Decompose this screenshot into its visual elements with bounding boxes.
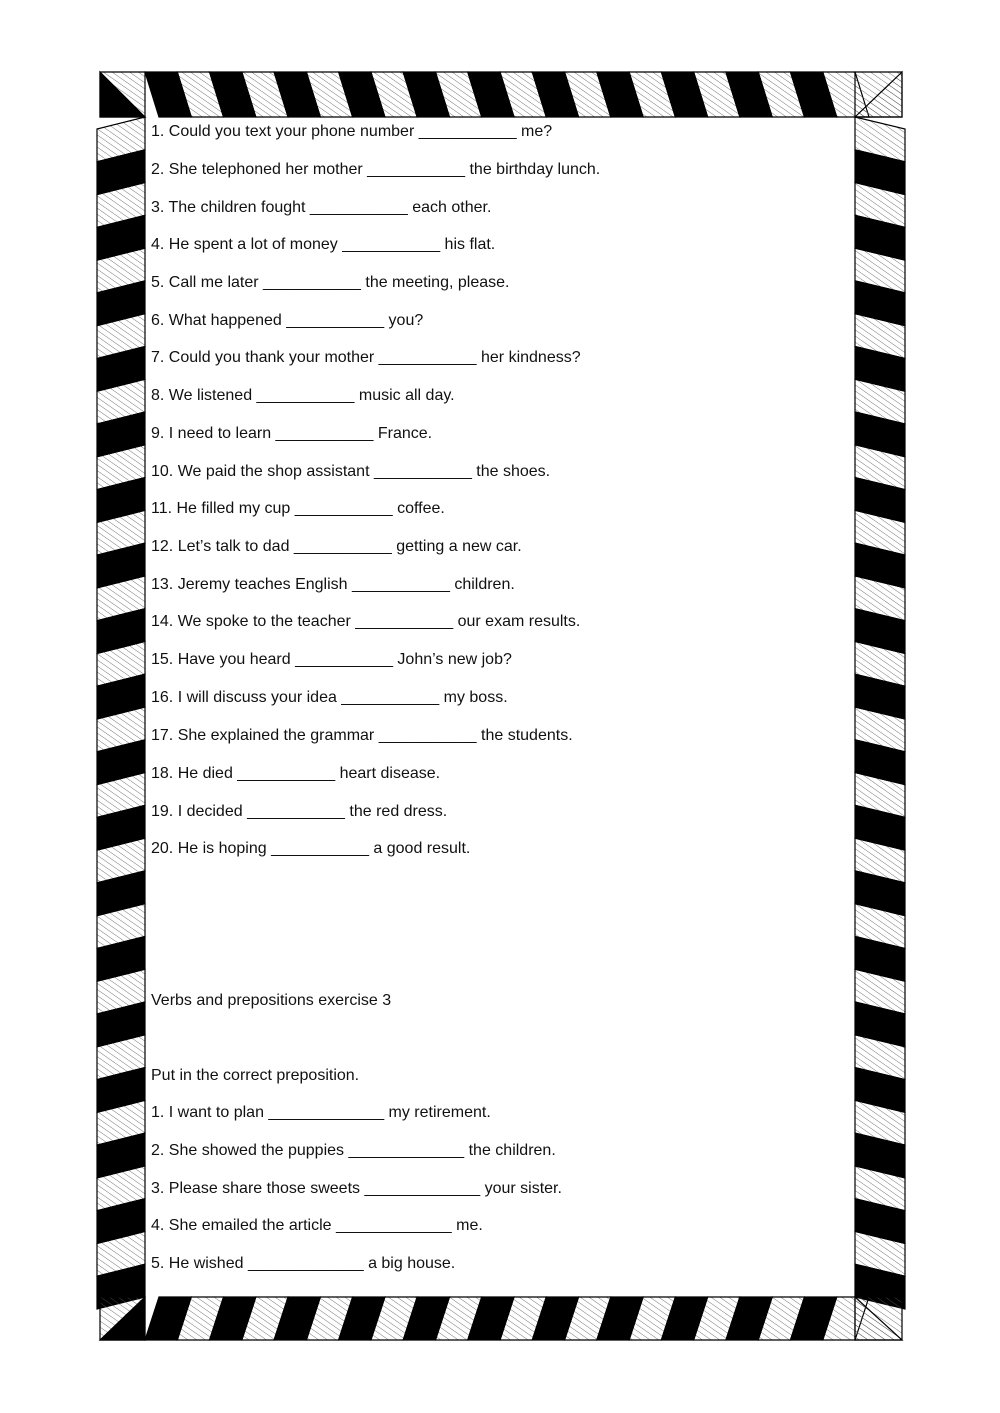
exercise-item: 5. He wished _____________ a big house.	[151, 1255, 456, 1272]
exercise-item: 11. He filled my cup ___________ coffee.	[151, 500, 445, 517]
exercise-item: 19. I decided ___________ the red dress.	[151, 803, 448, 820]
exercise-item: 7. Could you thank your mother ___________ her kindness?	[151, 349, 581, 366]
exercise-3-title: Verbs and prepositions exercise 3	[151, 992, 392, 1009]
exercise-item: 6. What happened ___________ you?	[151, 312, 424, 329]
exercise-item: 1. Could you text your phone number ___________ me?	[151, 123, 553, 140]
exercise-item: 9. I need to learn ___________ France.	[151, 425, 433, 442]
exercise-item: 8. We listened ___________ music all day.	[151, 387, 455, 404]
exercise-item: 10. We paid the shop assistant ___________ the shoes.	[151, 463, 551, 480]
exercise-item: 4. She emailed the article _____________ me.	[151, 1217, 483, 1234]
exercise-item: 12. Let’s talk to dad ___________ getting a new car.	[151, 538, 522, 555]
exercise-item: 16. I will discuss your idea ___________ my boss.	[151, 689, 508, 706]
exercise-item: 4. He spent a lot of money ___________ his flat.	[151, 236, 496, 253]
exercise-item: 20. He is hoping ___________ a good result.	[151, 840, 471, 857]
exercise-item: 14. We spoke to the teacher ___________ our exam results.	[151, 613, 581, 630]
exercise-item: 5. Call me later ___________ the meeting, please.	[151, 274, 510, 291]
exercise-item: 15. Have you heard ___________ John’s new job?	[151, 651, 512, 668]
exercise-item: 18. He died ___________ heart disease.	[151, 765, 441, 782]
exercise-item: 3. Please share those sweets _____________ your sister.	[151, 1180, 562, 1197]
exercise-item: 3. The children fought ___________ each other.	[151, 199, 492, 216]
exercise-item: 1. I want to plan _____________ my retirement.	[151, 1104, 491, 1121]
exercise-item: 2. She showed the puppies _____________ the children.	[151, 1142, 556, 1159]
exercise-3-instruction: Put in the correct preposition.	[151, 1067, 360, 1084]
exercise-item: 2. She telephoned her mother ___________ the birthday lunch.	[151, 161, 601, 178]
exercise-item: 17. She explained the grammar ___________ the students.	[151, 727, 573, 744]
exercise-item: 13. Jeremy teaches English ___________ children.	[151, 576, 515, 593]
